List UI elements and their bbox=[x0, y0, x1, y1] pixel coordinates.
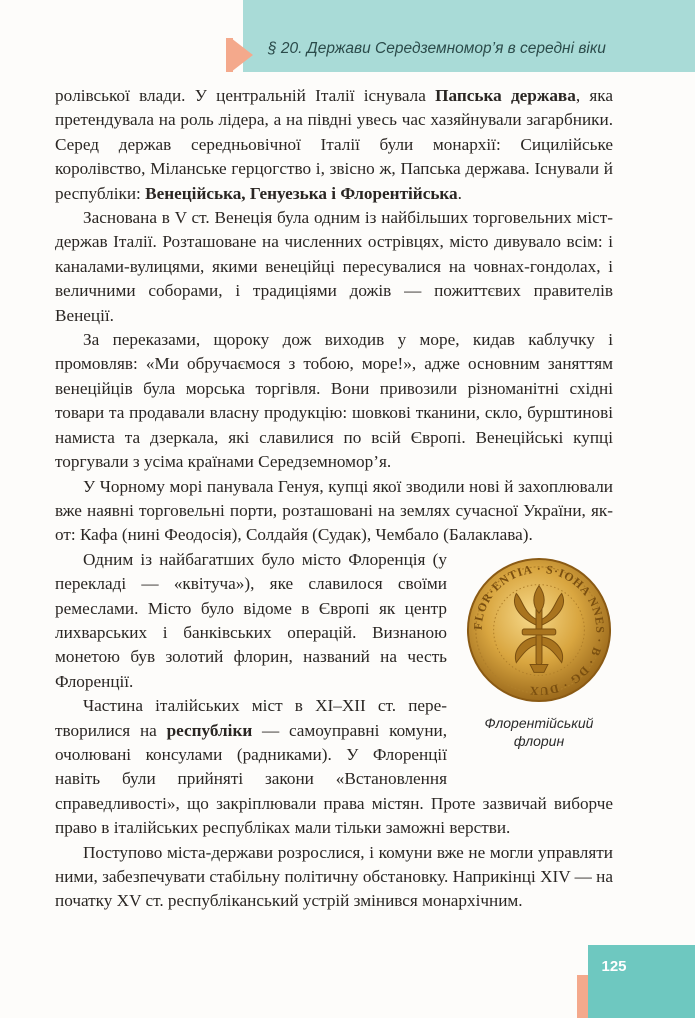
paragraph-2: Заснована в V ст. Венеція була одним із найбільших торговельних міст-держав Італії. Розташоване на численних острівцях, місто дивувало всім: і каналами-вулицями, якими венеційці пересувалися на човнах-гондолах, і величними соборами, і традиціями дожів — пожиттєвих правителів Венеції. bbox=[55, 208, 613, 325]
figure-caption bbox=[461, 714, 617, 750]
paragraph-7: Поступово міста-держави розрослися, і комуни вже не могли управляти ними, забезпечувати стабільну політичну обстановку. Наприкінці XIV — на початку XV ст. республіканський устрій змінився монархічним. bbox=[55, 842, 613, 911]
paragraph-5: Одним із найбагатших було місто Флоренція (у перекладі — «квітуча»), яке славилося своїми ремеслами. Місто було відоме в Європі як центр лихварських і банківських операцій. Визнаною монетою був золотий флорин, названий на честь Флоренції. bbox=[55, 549, 447, 691]
paragraph-4: У Чорному морі панувала Генуя, купці якої зводили нові й захоплювали вже наявні торговельні порти, розташовані на землях сучасної України, як-от: Кафа (нині Феодосія), Солдайя (Судак), Чембало (Балаклава). bbox=[55, 476, 613, 545]
caption-line-1: Флорентійський bbox=[484, 714, 594, 731]
header-arrow-icon bbox=[231, 38, 253, 72]
section-title: § 20. Держави Середземномор’я в середні віки bbox=[268, 40, 606, 57]
paragraph-6-text-b: — самоуправні комуни, очолювані консулами (радниками). У Флоренції навіть були прийняті закони «Встановлення справедливості», що закріплювали права містян. Проте зазвичай виборче право в італійських республіках мали тільки заможні верстви. bbox=[55, 720, 613, 838]
page-badge bbox=[588, 945, 695, 1018]
paragraph-6-text-a: Частина італійських міст в XI–XII ст. перетворилися на bbox=[55, 696, 447, 740]
paragraph-1-text-b: , яка претендувала на роль лідера, а на півдні увесь час хазяйнували загарбники. Серед держав середньовічної Італії були монархії: Сицилійське королівство, Міланське герцогство і, звісно ж, Папська держава. Існували й республіки: bbox=[55, 86, 614, 203]
paragraph-1-text-a: рoлівської влади. У центральній Італії існувала bbox=[55, 86, 436, 105]
header-bar bbox=[243, 0, 695, 72]
coin-inscription: FLOR·ENTIA · S·IOHA NNES · B · DG · DUX bbox=[470, 561, 608, 699]
paragraph-1 bbox=[55, 84, 613, 206]
term-republics: Венеційська, Генуезька і Флорентійська bbox=[145, 183, 458, 203]
florin-figure bbox=[461, 552, 617, 774]
term-papal-state: Папська держава bbox=[435, 86, 576, 105]
florin-coin-image bbox=[465, 556, 613, 704]
term-republics-definition: республіки bbox=[166, 720, 253, 740]
paragraph-1-text-c: . bbox=[457, 183, 462, 203]
page-body bbox=[55, 84, 613, 914]
page-number: 125 bbox=[601, 958, 627, 975]
paragraph-3: За переказами, щороку дож виходив у море, кидав каблучку і промовляв: «Ми обручаємося з тобою, море!», адже основним заняттям венеційців була морська торгівля. Вони привозили різноманітні східні товари та продавали власну продукцію: шовкові тканини, скло, бурштинові намиста та дзеркала, які славилися по всій Європі. Венеційські купці торгували з усіма країнами Середземномор’я. bbox=[55, 330, 613, 472]
page-badge-accent bbox=[577, 975, 588, 1018]
caption-line-2: флорин bbox=[513, 732, 565, 749]
